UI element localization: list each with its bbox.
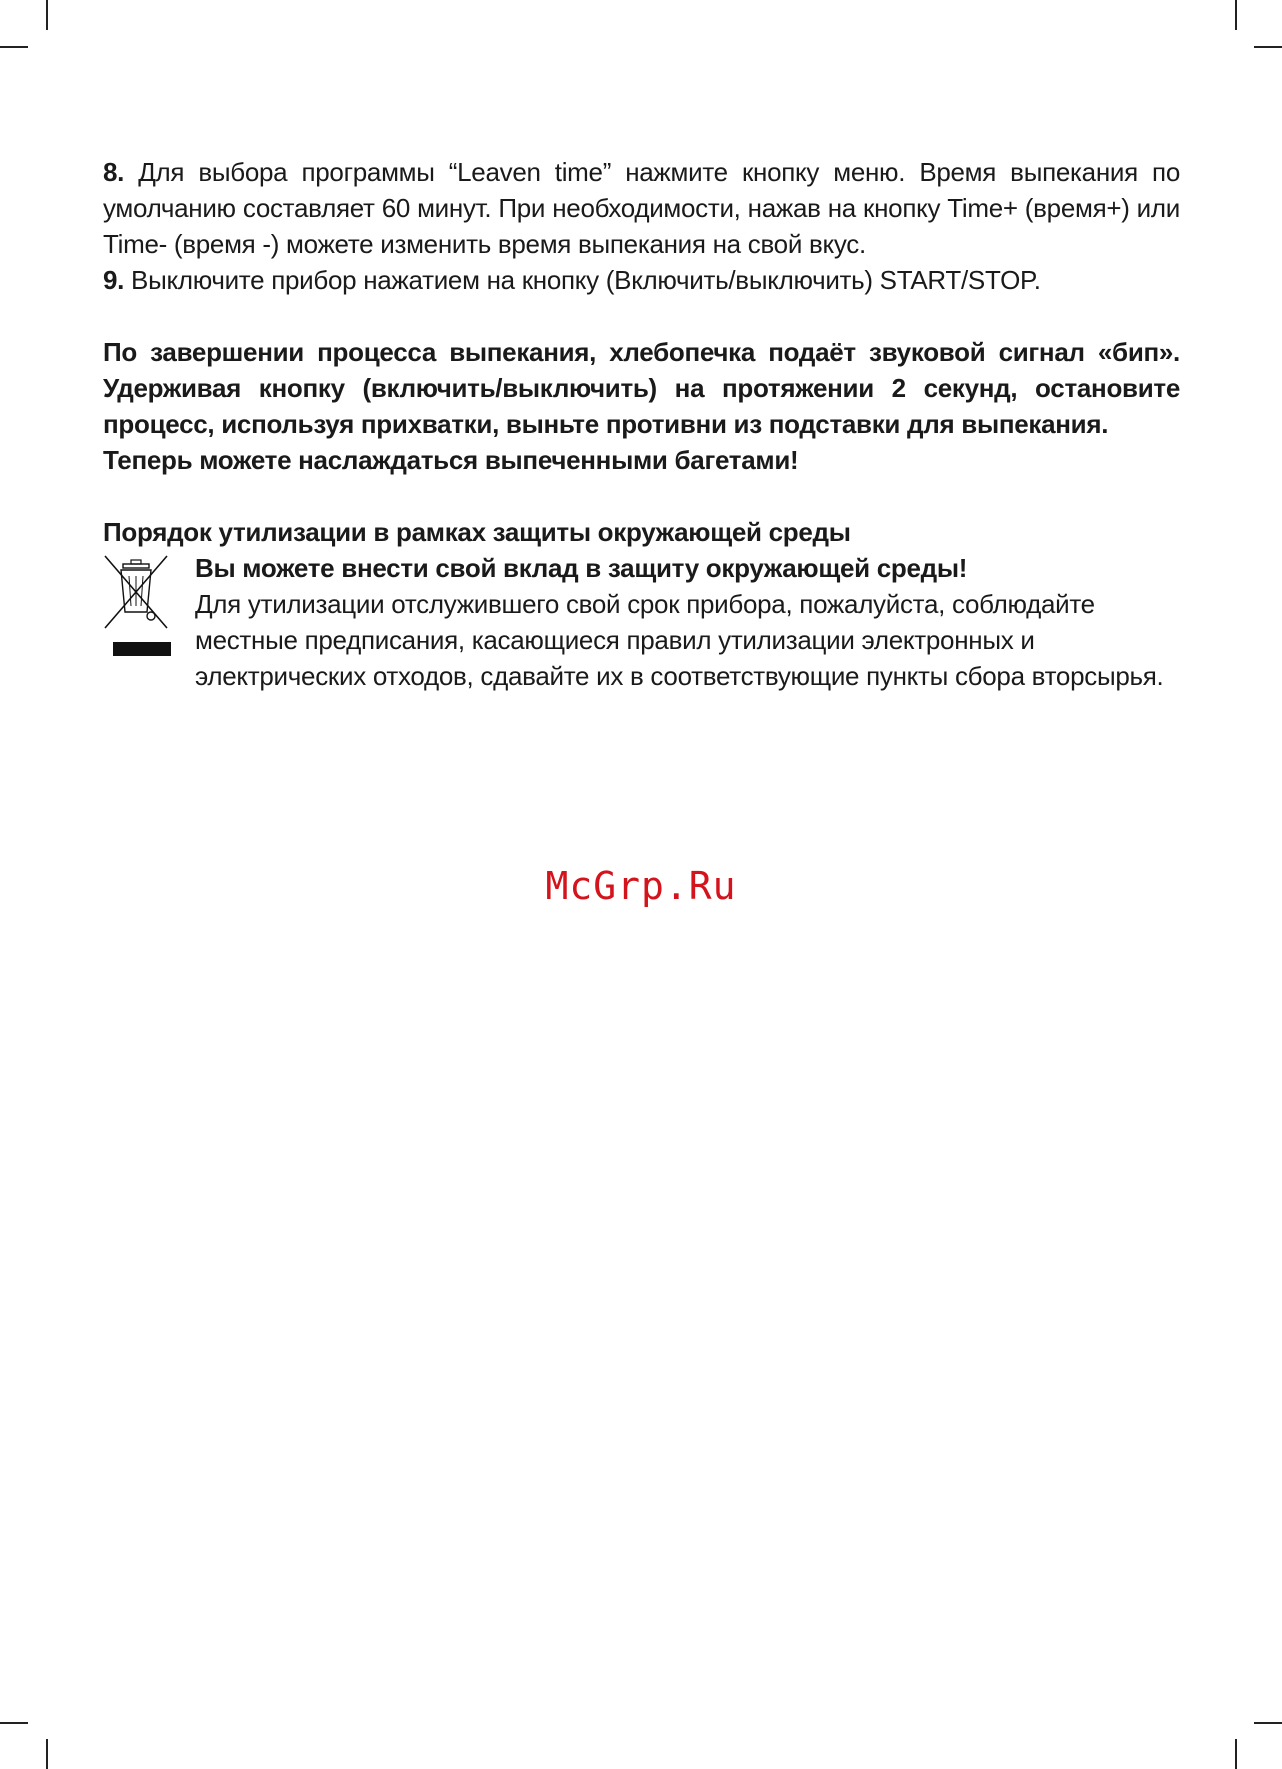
- crop-mark: [0, 46, 28, 48]
- disposal-heading: Порядок утилизации в рамках защиты окружающей среды: [103, 517, 851, 547]
- weee-crossed-bin-icon: [103, 554, 183, 664]
- disposal-section: [103, 550, 1180, 694]
- crop-mark: [46, 1739, 48, 1769]
- completion-text: По завершении процесса выпекания, хлебопечка подаёт звуковой сигнал «бип». Удерживая кнопку (включить/выключить) на протяжении 2 секунд, остановите процесс, используя прихватки, выньте противни из подставки для выпекания.: [103, 337, 1180, 439]
- step-number: 8.: [103, 157, 125, 187]
- completion-closing: Теперь можете наслаждаться выпеченными багетами!: [103, 445, 799, 475]
- crop-mark: [1254, 1722, 1282, 1724]
- crop-mark: [1235, 0, 1237, 30]
- step-text: Для выбора программы “Leaven time” нажмите кнопку меню. Время выпекания по умолчанию составляет 60 минут. При необходимости, нажав на кнопку Time+ (время+) или Time- (время -) можете изменить время выпекания на свой вкус.: [103, 157, 1180, 259]
- crop-mark: [1254, 46, 1282, 48]
- crop-mark: [1235, 1739, 1237, 1769]
- page-content: [103, 154, 1180, 694]
- step-8: [103, 154, 1180, 262]
- disposal-subtitle: Вы можете внести свой вклад в защиту окружающей среды!: [195, 553, 968, 583]
- crop-mark: [0, 1722, 28, 1724]
- watermark: McGrp.Ru: [545, 864, 737, 908]
- completion-note: [103, 334, 1180, 478]
- disposal-text: Для утилизации отслужившего свой срок прибора, пожалуйста, соблюдайте местные предписания, касающиеся правил утилизации электронных и электрических отходов, сдавайте их в соответствующие пункты сбора вторсырья.: [195, 589, 1164, 691]
- step-9: [103, 262, 1180, 298]
- step-number: 9.: [103, 265, 125, 295]
- crop-mark: [46, 0, 48, 30]
- step-text: Выключите прибор нажатием на кнопку (Включить/выключить) START/STOP.: [131, 265, 1041, 295]
